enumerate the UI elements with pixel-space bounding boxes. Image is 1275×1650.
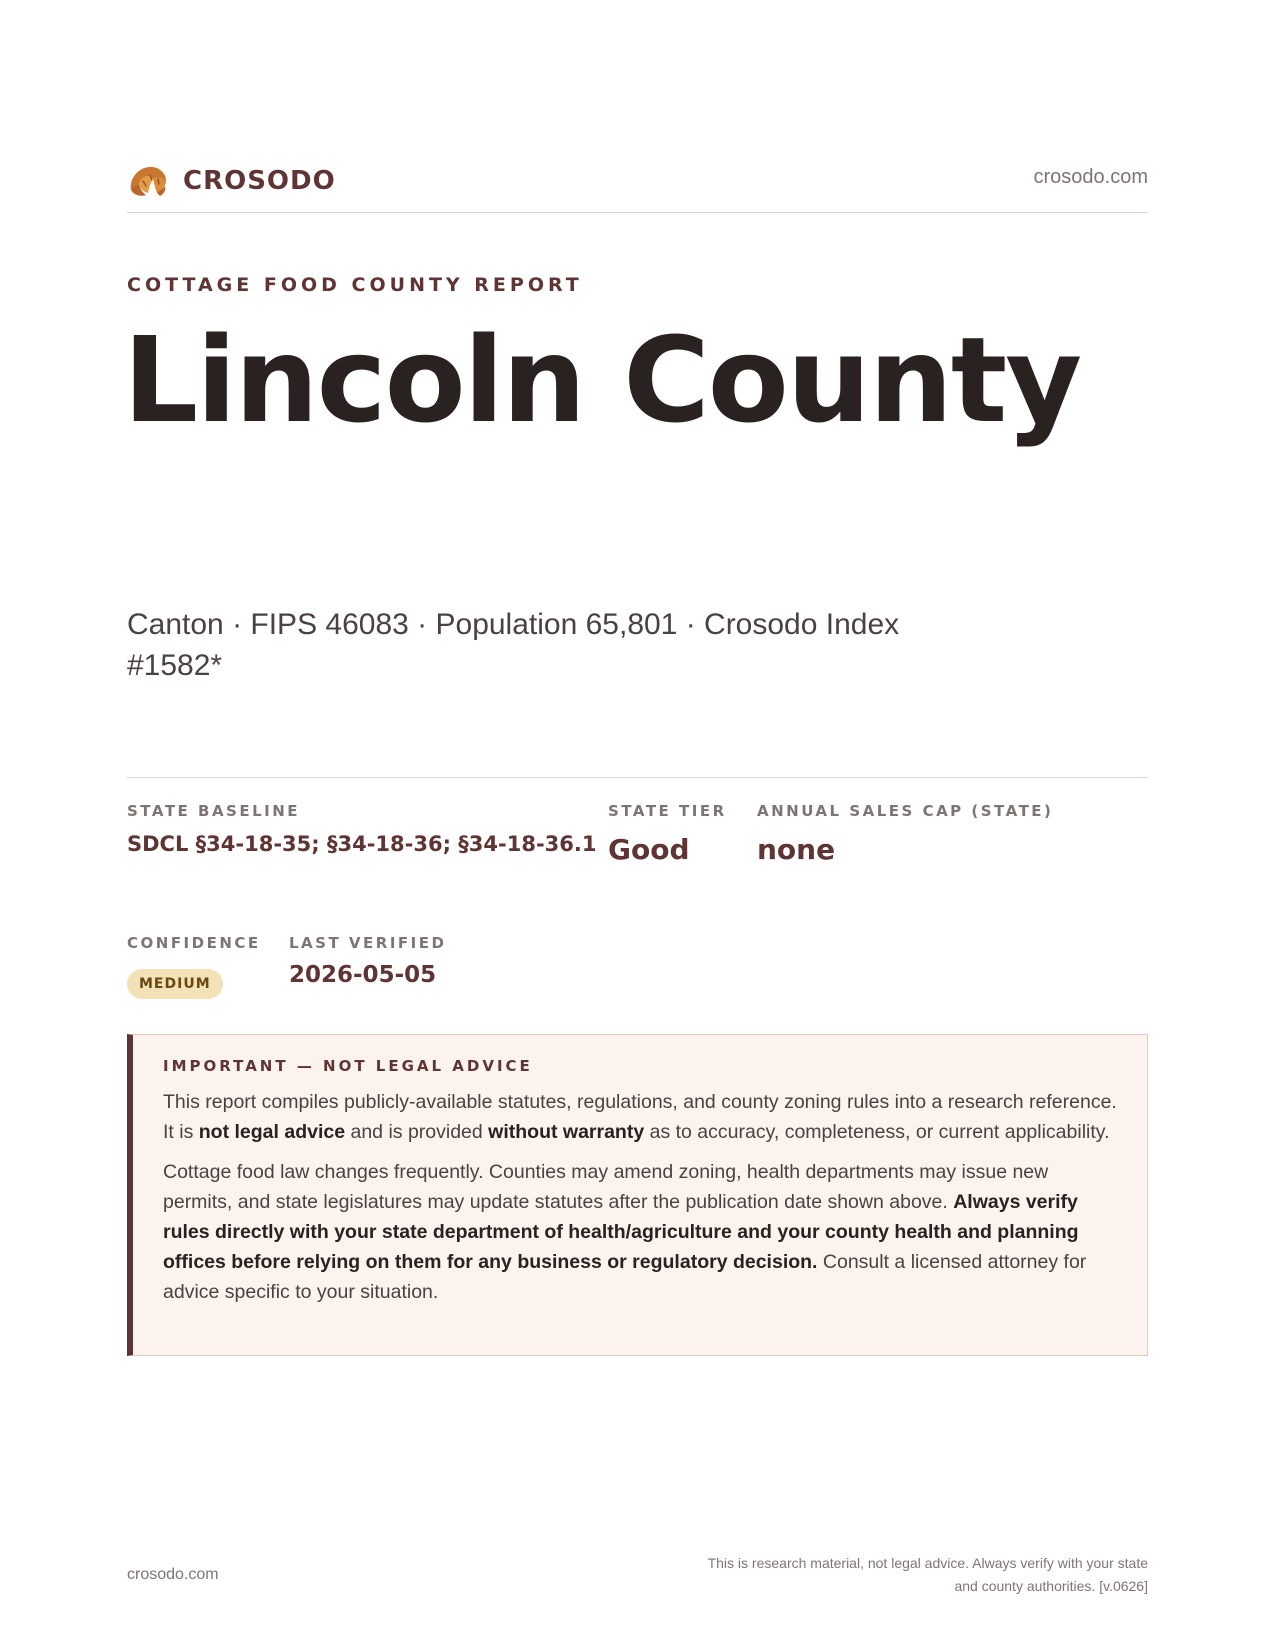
section-divider xyxy=(127,777,1148,778)
last-verified-value: 2026-05-05 xyxy=(289,962,437,988)
brand-name: CROSODO xyxy=(183,166,336,196)
sales-cap-value: none xyxy=(757,833,836,866)
notice-paragraph-2 xyxy=(163,1157,1119,1307)
notice-emphasis: Always verify rules directly with your state department of health/agriculture and your county health and planning offices before relying on them for any business or regulatory decision. xyxy=(163,1191,1079,1273)
state-tier-label: STATE TIER xyxy=(608,802,727,820)
notice-paragraph-1 xyxy=(163,1087,1119,1147)
notice-text: and is provided xyxy=(345,1121,489,1143)
notice-text: Consult a licensed attorney for advice specific to your situation. xyxy=(163,1251,1087,1303)
footer-site-url[interactable]: crosodo.com xyxy=(127,1566,219,1583)
state-baseline-value: SDCL §34-18-35; §34-18-36; §34-18-36.1 xyxy=(127,832,597,856)
state-tier-value: Good xyxy=(608,833,690,866)
brand[interactable] xyxy=(127,162,336,200)
page-header xyxy=(127,156,1148,213)
confidence-badge: MEDIUM xyxy=(127,969,223,999)
notice-emphasis: without warranty xyxy=(488,1121,645,1143)
croissant-icon xyxy=(127,162,169,200)
last-verified-label: LAST VERIFIED xyxy=(289,934,447,952)
footer-disclaimer-line: and county authorities. [v.0626] xyxy=(954,1578,1148,1594)
notice-text: as to accuracy, completeness, or current applicability. xyxy=(644,1121,1110,1143)
legal-notice xyxy=(127,1034,1148,1356)
county-summary: Canton · FIPS 46083 · Population 65,801 · Crosodo Index #1582* xyxy=(127,608,900,682)
site-url-link[interactable]: crosodo.com xyxy=(1033,166,1148,188)
sales-cap-label: ANNUAL SALES CAP (STATE) xyxy=(757,802,1054,820)
notice-text: This report compiles publicly-available statutes, regulations, and county zoning rules into a research reference. It is xyxy=(163,1091,1117,1143)
report-page xyxy=(123,0,1148,1650)
confidence-label: CONFIDENCE xyxy=(127,934,261,952)
page-title: Lincoln County xyxy=(123,311,1081,449)
notice-title: IMPORTANT — NOT LEGAL ADVICE xyxy=(163,1057,533,1075)
footer-disclaimer-line: This is research material, not legal advice. Always verify with your state xyxy=(707,1555,1148,1571)
state-baseline-label: STATE BASELINE xyxy=(127,802,301,820)
footer-disclaimer xyxy=(628,1552,1148,1598)
notice-emphasis: not legal advice xyxy=(198,1121,346,1143)
notice-text: Cottage food law changes frequently. Counties may amend zoning, health departments may issue new permits, and state legislatures may update statutes after the publication date shown above. xyxy=(163,1161,1049,1213)
report-eyebrow: COTTAGE FOOD COUNTY REPORT xyxy=(127,274,583,296)
